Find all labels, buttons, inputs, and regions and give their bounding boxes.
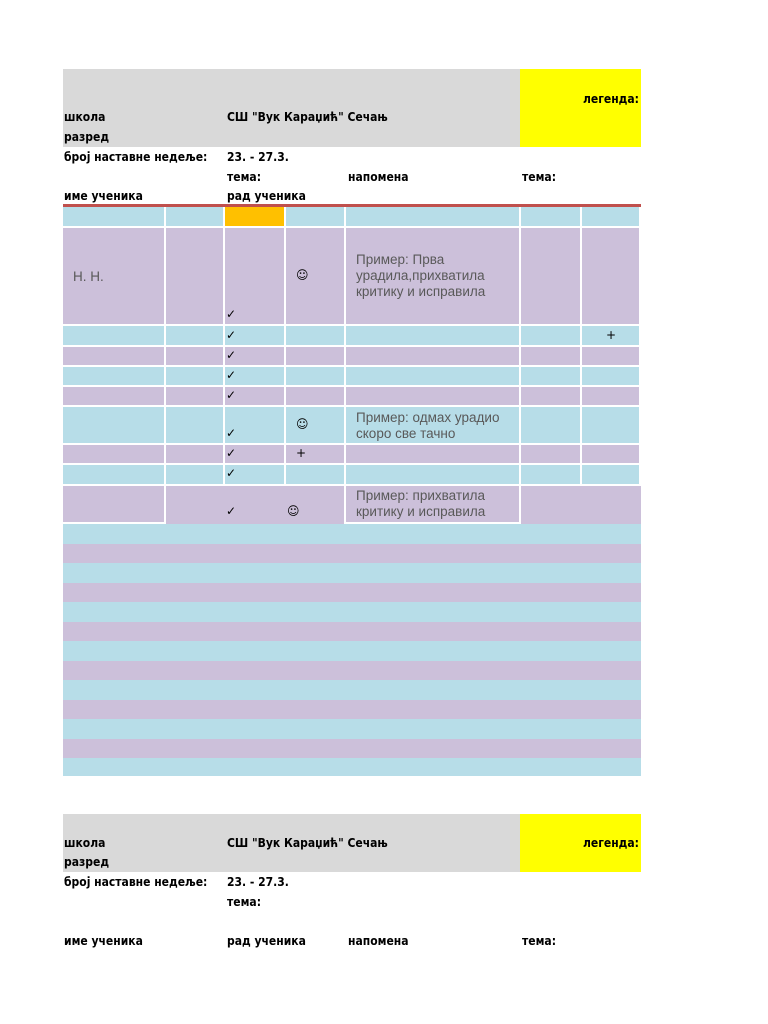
week-value: 23. - 27.3. <box>227 150 289 164</box>
grid-cell[interactable] <box>166 387 225 407</box>
class-label: разред <box>64 130 110 144</box>
grid-cell[interactable] <box>521 367 582 387</box>
grid-cell[interactable] <box>166 465 225 486</box>
grid-cell[interactable] <box>166 407 225 445</box>
grid-cell[interactable] <box>286 465 346 486</box>
check-icon: ✓ <box>226 426 237 440</box>
grid-cell[interactable] <box>63 326 166 347</box>
grid-cell[interactable] <box>225 445 286 465</box>
grid-cell[interactable] <box>63 445 166 465</box>
grid-cell[interactable] <box>63 407 166 445</box>
empty-row[interactable] <box>63 739 641 759</box>
header-band <box>63 69 520 147</box>
grid-cell[interactable] <box>582 445 641 465</box>
empty-row[interactable] <box>63 544 641 564</box>
smiley-icon: ☺ <box>296 417 309 431</box>
grid-cell[interactable] <box>521 445 582 465</box>
grid-cell[interactable] <box>286 407 346 445</box>
legend-label: легенда: <box>583 836 639 850</box>
grid-cell-student[interactable] <box>63 228 166 326</box>
grid-cell[interactable] <box>225 347 286 367</box>
legend-box <box>520 69 641 147</box>
school-name: СШ "Вук Караџић" Сечањ <box>227 836 388 850</box>
note-label: напомена <box>348 934 409 948</box>
empty-row[interactable] <box>63 524 641 544</box>
grid-cell[interactable] <box>286 207 346 228</box>
empty-row[interactable] <box>63 622 641 642</box>
grid-cell[interactable] <box>286 445 346 465</box>
grid-cell-highlight[interactable] <box>225 207 286 228</box>
check-icon: ✓ <box>226 307 237 321</box>
grid-cell[interactable] <box>582 367 641 387</box>
empty-row[interactable] <box>63 602 641 622</box>
grid-cell-note[interactable] <box>346 407 521 445</box>
grid-cell[interactable] <box>63 486 166 524</box>
grid-cell[interactable] <box>521 207 582 228</box>
grid-cell[interactable] <box>582 465 641 486</box>
grid-cell[interactable] <box>582 326 641 347</box>
grid-cell[interactable] <box>582 407 641 445</box>
grid-cell[interactable] <box>63 347 166 367</box>
student-work-header: рад ученика <box>227 934 306 948</box>
topic-label: тема: <box>227 170 262 184</box>
grid-cell[interactable] <box>166 326 225 347</box>
empty-row[interactable] <box>63 680 641 700</box>
grid-cell[interactable] <box>582 387 641 407</box>
grid-cell[interactable] <box>521 326 582 347</box>
note-text: Пример: Прва урадила,прихватила критику и исправила <box>356 252 486 299</box>
grid-cell[interactable] <box>346 347 521 367</box>
check-icon: ✓ <box>226 504 237 518</box>
grid-cell[interactable] <box>225 387 286 407</box>
grid-cell-merged[interactable] <box>166 486 346 524</box>
grid-cell[interactable] <box>521 407 582 445</box>
check-icon: ✓ <box>226 348 237 362</box>
class-label: разред <box>64 855 110 869</box>
grid-cell[interactable] <box>166 347 225 367</box>
grid-cell[interactable] <box>521 465 582 486</box>
school-label: школа <box>64 110 106 124</box>
week-value: 23. - 27.3. <box>227 875 289 889</box>
grid-cell[interactable] <box>225 407 286 445</box>
grid-cell[interactable] <box>166 367 225 387</box>
note-text: Пример: прихватила критику и исправила <box>356 488 486 519</box>
grid-cell[interactable] <box>582 347 641 367</box>
grid-cell-note[interactable] <box>346 228 521 326</box>
grid-cell[interactable] <box>521 228 582 326</box>
grid-cell[interactable] <box>346 207 521 228</box>
grid-cell[interactable] <box>346 465 521 486</box>
check-icon: ✓ <box>226 388 237 402</box>
empty-row[interactable] <box>63 661 641 681</box>
check-icon: ✓ <box>226 466 237 480</box>
grid-cell[interactable] <box>225 228 286 326</box>
empty-row[interactable] <box>63 563 641 583</box>
grid-cell[interactable] <box>521 347 582 367</box>
smiley-icon: ☺ <box>287 504 300 518</box>
week-label: број наставне недеље: <box>64 150 208 164</box>
school-label: школа <box>64 836 106 850</box>
note-text: Пример: одмах урадио скоро све тачно <box>356 410 500 441</box>
school-name: СШ "Вук Караџић" Сечањ <box>227 110 388 124</box>
plus-icon: + <box>606 328 617 342</box>
grid-cell[interactable] <box>346 445 521 465</box>
grid-cell[interactable] <box>286 367 346 387</box>
topic2-label: тема: <box>522 934 557 948</box>
grid-cell[interactable] <box>521 387 582 407</box>
grid-cell[interactable] <box>286 347 346 367</box>
empty-row[interactable] <box>63 583 641 603</box>
topic2-label: тема: <box>522 170 557 184</box>
legend-label: легенда: <box>583 92 639 106</box>
check-icon: ✓ <box>226 446 237 460</box>
grid-cell[interactable] <box>63 367 166 387</box>
grid-cell[interactable] <box>582 228 641 326</box>
grid-cell[interactable] <box>286 326 346 347</box>
grid-cell[interactable] <box>346 367 521 387</box>
empty-row[interactable] <box>63 641 641 661</box>
grid-cell[interactable] <box>225 367 286 387</box>
plus-icon: + <box>296 446 307 460</box>
empty-row[interactable] <box>63 700 641 720</box>
check-icon: ✓ <box>226 368 237 382</box>
empty-row[interactable] <box>63 758 641 776</box>
grid-cell[interactable] <box>286 387 346 407</box>
grid-cell[interactable] <box>286 228 346 326</box>
grid-cell[interactable] <box>63 207 166 228</box>
grid-cell[interactable] <box>63 465 166 486</box>
student-name-header: име ученика <box>64 189 143 203</box>
grid-cell[interactable] <box>63 387 166 407</box>
grid-cell[interactable] <box>225 465 286 486</box>
topic-label: тема: <box>227 895 262 909</box>
grid-cell[interactable] <box>582 207 641 228</box>
grid-cell[interactable] <box>225 326 286 347</box>
grid-cell[interactable] <box>346 326 521 347</box>
student-name-header: име ученика <box>64 934 143 948</box>
smiley-icon: ☺ <box>296 268 309 282</box>
student-name: Н. Н. <box>73 269 104 284</box>
week-label: број наставне недеље: <box>64 875 208 889</box>
check-icon: ✓ <box>226 328 237 342</box>
grid-cell[interactable] <box>166 445 225 465</box>
empty-row[interactable] <box>63 719 641 739</box>
grid-cell[interactable] <box>166 228 225 326</box>
grid-cell[interactable] <box>166 207 225 228</box>
grid-cell[interactable] <box>346 387 521 407</box>
grid-cell-note[interactable] <box>346 486 521 524</box>
note-label: напомена <box>348 170 409 184</box>
student-work-header: рад ученика <box>227 189 306 203</box>
